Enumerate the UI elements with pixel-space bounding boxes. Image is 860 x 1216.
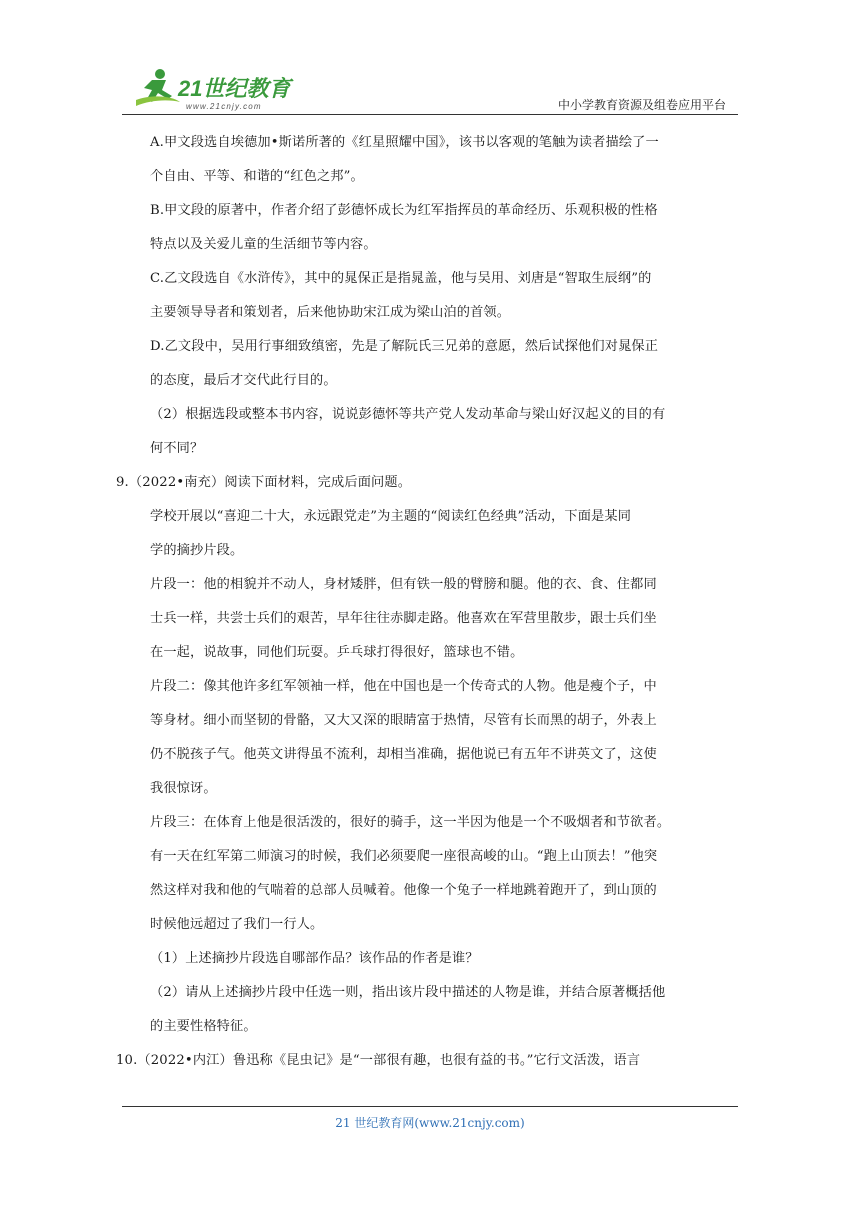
question-10-title: 10.（2022•内江）鲁迅称《昆虫记》是“一部很有趣，也很有益的书。”它行文活泼，语言 xyxy=(116,1053,641,1068)
q9-part2-line-1: （2）请从上述摘抄片段中任选一则，指出该片段中描述的人物是谁，并结合原著概括他 xyxy=(150,985,666,1000)
excerpt-2-line-1: 片段二：像其他许多红军领袖一样，他在中国也是一个传奇式的人物。他是瘦个子，中 xyxy=(150,679,657,694)
footer-divider xyxy=(122,1106,738,1107)
excerpt-2-line-3: 仍不脱孩子气。他英文讲得虽不流利，却相当准确，据他说已有五年不讲英文了，这使 xyxy=(150,747,657,762)
option-a-line-2: 个自由、平等、和谐的“红色之邦”。 xyxy=(150,169,364,184)
option-d-line-1: D.乙文段中，吴用行事细致缜密，先是了解阮氏三兄弟的意愿，然后试探他们对晁保正 xyxy=(150,339,659,354)
question-content xyxy=(116,134,730,1086)
logo-21cnjy xyxy=(122,66,312,112)
q9-part2-line-2: 的主要性格特征。 xyxy=(150,1019,257,1034)
logo-text: 21世纪教育 xyxy=(178,76,291,101)
excerpt-1-line-2: 士兵一样，共尝士兵们的艰苦，早年往往赤脚走路。他喜欢在军营里散步，跟士兵们坐 xyxy=(150,611,657,626)
header-divider xyxy=(122,114,738,115)
excerpt-3-line-4: 时候他远超过了我们一行人。 xyxy=(150,917,324,932)
excerpt-1-line-1: 片段一：他的相貌并不动人，身材矮胖，但有铁一般的臂膀和腿。他的衣、食、住都同 xyxy=(150,577,657,592)
excerpt-1-line-3: 在一起，说故事，同他们玩耍。乒乓球打得很好，篮球也不错。 xyxy=(150,645,524,660)
platform-title: 中小学教育资源及组卷应用平台 xyxy=(557,98,726,112)
option-c-line-1: C.乙文段选自《水浒传》，其中的晁保正是指晁盖，他与吴用、刘唐是“智取生辰纲”的 xyxy=(150,271,652,286)
excerpt-3-line-1: 片段三：在体育上他是很活泼的，很好的骑手，这一半因为他是一个不吸烟者和节欲者。 xyxy=(150,815,671,830)
excerpt-3-line-3: 然这样对我和他的气喘着的总部人员喊着。他像一个兔子一样地跳着跑开了，到山顶的 xyxy=(150,883,657,898)
option-a-line-1: A.甲文段选自埃德加•斯诺所著的《红星照耀中国》，该书以客观的笔触为读者描绘了一 xyxy=(150,135,659,150)
excerpt-2-line-2: 等身材。细小而坚韧的骨骼，又大又深的眼睛富于热情，尽管有长而黑的胡子，外表上 xyxy=(150,713,657,728)
q9-intro-line-2: 学的摘抄片段。 xyxy=(150,543,244,558)
running-figure-icon xyxy=(136,69,180,106)
excerpt-2-line-4: 我很惊讶。 xyxy=(150,781,217,796)
q8-part2-line-2: 何不同？ xyxy=(150,441,204,456)
q9-part1: （1）上述摘抄片段选自哪部作品？该作品的作者是谁？ xyxy=(150,951,479,966)
option-b-line-2: 特点以及关爱儿童的生活细节等内容。 xyxy=(150,237,377,252)
footer-site-link[interactable]: 21 世纪教育网(www.21cnjy.com) xyxy=(335,1116,525,1130)
q9-intro-line-1: 学校开展以“喜迎二十大，永远跟党走”为主题的“阅读红色经典”活动，下面是某同 xyxy=(150,509,632,524)
option-c-line-2: 主要领导导者和策划者，后来他协助宋江成为梁山泊的首领。 xyxy=(150,305,511,320)
excerpt-3-line-2: 有一天在红军第二师演习的时候，我们必须要爬一座很高峻的山。“跑上山顶去！”他突 xyxy=(150,849,658,864)
option-b-line-1: B.甲文段的原著中，作者介绍了彭德怀成长为红军指挥员的革命经历、乐观积极的性格 xyxy=(150,203,658,218)
page-header xyxy=(122,66,738,116)
q8-part2-line-1: （2）根据选段或整本书内容，说说彭德怀等共产党人发动革命与梁山好汉起义的目的有 xyxy=(150,407,666,422)
logo-url: www.21cnjy.com xyxy=(186,102,262,111)
question-9-title: 9.（2022•南充）阅读下面材料，完成后面问题。 xyxy=(116,475,412,490)
option-d-line-2: 的态度，最后才交代此行目的。 xyxy=(150,373,337,388)
